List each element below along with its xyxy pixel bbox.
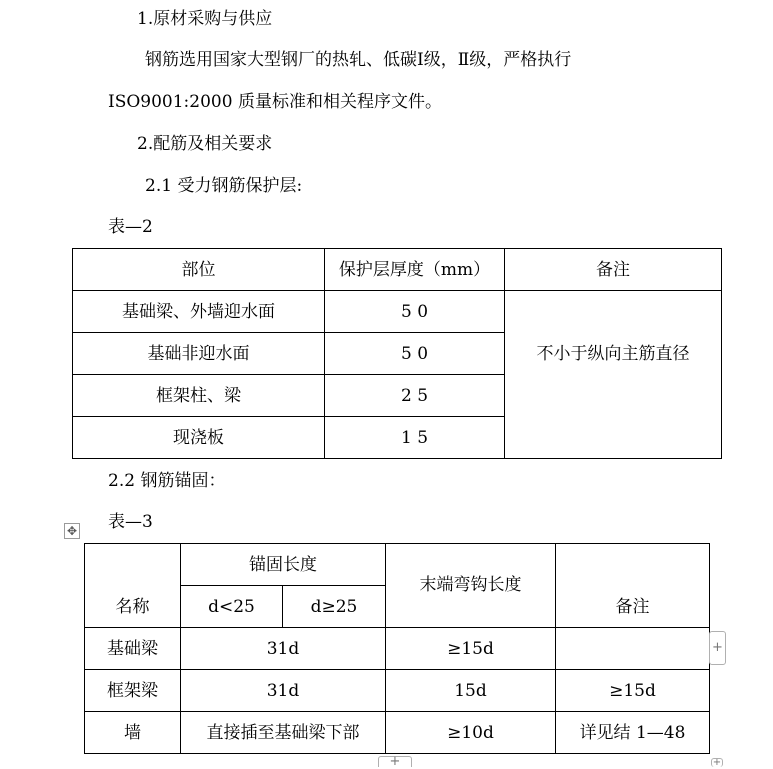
table3-cell-hook: ≥15d (386, 628, 556, 670)
table3-cell-name: 框架梁 (85, 670, 181, 712)
add-row-button[interactable] (709, 631, 726, 665)
table2-cell-thickness: 5 0 (325, 291, 505, 333)
table3-cell-hook: 15d (386, 670, 556, 712)
table3-header-anchor: 锚固长度 (181, 544, 386, 586)
section1-para-line1: 钢筋选用国家大型钢厂的热轧、低碳Ⅰ级，Ⅱ级，严格执行 (145, 50, 572, 70)
table3-cell-anchor: 31d (181, 628, 386, 670)
table3-header-hook: 末端弯钩长度 (386, 544, 556, 628)
table2-cell-thickness: 1 5 (325, 417, 505, 459)
table3-cell-anchor: 直接插至基础梁下部 (181, 712, 386, 754)
table-3 (84, 543, 710, 754)
move-icon[interactable]: ✥ (64, 523, 80, 539)
table3-cell-note (556, 628, 710, 670)
section1-para-line2: ISO9001:2000 质量标准和相关程序文件。 (108, 92, 442, 112)
table3-cell-note: ≥15d (556, 670, 710, 712)
section2-sub2: 2.2 钢筋锚固： (108, 471, 226, 491)
table3-cell-hook: ≥10d (386, 712, 556, 754)
table2-header-thickness: 保护层厚度（mm） (325, 249, 505, 291)
table3-header-note: 备注 (556, 544, 710, 628)
plus-icon: + (389, 754, 401, 769)
section2-sub1: 2.1 受力钢筋保护层: (145, 176, 303, 196)
section2-heading: 2.配筋及相关要求 (137, 134, 273, 154)
table2-cell-part: 基础非迎水面 (73, 333, 325, 375)
table2-header-note: 备注 (505, 249, 722, 291)
table-resize-handle[interactable] (711, 758, 723, 767)
add-column-button[interactable] (378, 756, 412, 767)
table2-cell-thickness: 5 0 (325, 333, 505, 375)
table2-cell-part: 现浇板 (73, 417, 325, 459)
plus-icon: + (712, 757, 722, 768)
table3-cell-name: 基础梁 (85, 628, 181, 670)
table3-caption: 表—3 (108, 512, 153, 532)
table-2 (72, 248, 722, 459)
table3-header-d-lt-25: d<25 (181, 586, 283, 628)
table3-cell-note: 详见结 1—48 (556, 712, 710, 754)
table2-header-part: 部位 (73, 249, 325, 291)
table3-header-name: 名称 (85, 544, 181, 628)
table2-cell-thickness: 2 5 (325, 375, 505, 417)
table3-cell-anchor: 31d (181, 670, 386, 712)
section1-heading: 1.原材采购与供应 (137, 9, 273, 29)
table2-cell-note: 不小于纵向主筋直径 (505, 291, 722, 459)
plus-icon: + (712, 640, 723, 655)
table3-header-d-ge-25: d≥25 (283, 586, 386, 628)
table3-cell-name: 墙 (85, 712, 181, 754)
table2-cell-part: 框架柱、梁 (73, 375, 325, 417)
table2-cell-part: 基础梁、外墙迎水面 (73, 291, 325, 333)
table2-caption: 表—2 (108, 217, 153, 237)
